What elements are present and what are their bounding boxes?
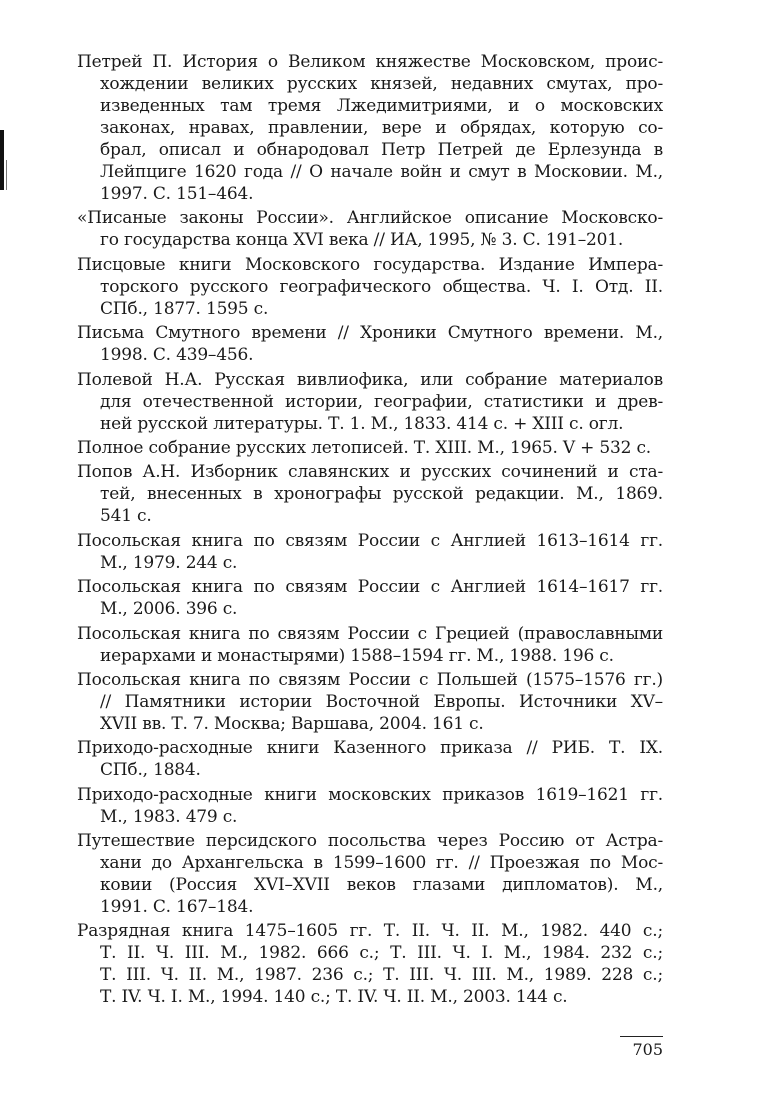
bibliography-entry [77,322,663,366]
scan-artifact [0,130,4,190]
entry-line: 1997. С. 151–464. [100,184,254,204]
entry-line: Петрей П. История о Великом княжестве Московском, проис- [77,52,663,72]
bibliography-entry [77,920,663,1008]
entry-line: Посольская книга по связям России с Англией 1613–1614 гг. [77,530,663,551]
entry-line: го государства конца XVI века // ИА, 1995, № 3. С. 191–201. [100,230,624,251]
entry-line: Лейпциге 1620 года // О начале войн и смут в Московии. М., [100,162,663,182]
entry-line: Т. II. Ч. III. М., 1982. 666 с.; Т. III. Ч. I. М., 1984. 232 с.; [100,943,663,964]
entry-line: М., 1983. 479 с. [100,806,238,827]
entry-line: изведенных там тремя Лжедимитриями, и о московских [100,96,663,116]
entry-line: иерархами и монастырями) 1588–1594 гг. М., 1988. 196 с. [100,645,614,666]
entry-line: Письма Смутного времени // Хроники Смутного времени. М., [77,323,663,344]
entry-line: Попов А.Н. Изборник славянских и русских сочинений и ста- [77,462,663,483]
entry-line: для отечественной истории, географии, статистики и древ- [100,391,663,412]
bibliography-entry [77,254,663,320]
entry-line: Т. IV. Ч. I. М., 1994. 140 с.; Т. IV. Ч. II. М., 2003. 144 с. [100,987,568,1008]
bibliography-entry [77,437,663,459]
bibliography-entry [77,784,663,828]
bibliography-entry [77,830,663,918]
entry-line: Посольская книга по связям России с Польшей (1575–1576 гг.) [77,669,663,690]
entry-line: Посольская книга по связям России с Англией 1614–1617 гг. [77,577,663,598]
entry-line: законах, нравах, правлении, вере и обрядах, которую со- [100,118,663,138]
bibliography-entry [77,51,663,205]
entry-line: «Писаные законы России». Английское описание Московско- [77,208,663,229]
scan-artifact [6,160,7,190]
bibliography-entry [77,623,663,667]
entry-line: М., 1979. 244 с. [100,552,238,573]
entry-line: // Памятники истории Восточной Европы. Источники XV– [100,691,663,712]
entry-line: Полевой Н.А. Русская вивлиофика, или собрание материалов [77,369,663,390]
bibliography-entry [77,369,663,435]
entry-line: брал, описал и обнародовал Петр Петрей де Ерлезунда в [100,140,663,160]
bibliography-entry [77,207,663,251]
bibliography-entry [77,669,663,735]
entry-line: хани до Архангельска в 1599–1600 гг. // Проезжая по Мос- [100,853,663,874]
entry-line: Разрядная книга 1475–1605 гг. Т. II. Ч. II. М., 1982. 440 с.; [77,921,663,942]
entry-line: М., 2006. 396 с. [100,599,238,620]
bibliography-entry [77,530,663,574]
bibliography-entry [77,461,663,527]
entry-line: Полное собрание русских летописей. Т. XIII. М., 1965. V + 532 с. [77,437,651,458]
entry-line: хождении великих русских князей, недавних смутах, про- [100,74,663,94]
entry-line: Писцовые книги Московского государства. Издание Импера- [77,254,663,275]
entry-line: Приходо-расходные книги московских приказов 1619–1621 гг. [77,784,663,805]
entry-line: торского русского географического общества. Ч. I. Отд. II. [100,276,663,297]
entry-line: Путешествие персидского посольства через Россию от Астра- [77,831,663,852]
entry-line: 1991. С. 167–184. [100,897,254,918]
page-number: 705 [620,1036,663,1059]
bibliography-entry [77,576,663,620]
entry-line: тей, внесенных в хронографы русской редакции. М., 1869. [100,484,663,505]
entry-line: Посольская книга по связям России с Грецией (православными [77,623,663,644]
entry-line: Т. III. Ч. II. М., 1987. 236 с.; Т. III. Ч. III. М., 1989. 228 с.; [100,965,663,986]
entry-line: ней русской литературы. Т. 1. М., 1833. 414 с. + XIII с. огл. [100,413,624,434]
entry-line: Приходо-расходные книги Казенного приказа // РИБ. Т. IX. [77,738,663,759]
entry-line: XVII вв. Т. 7. Москва; Варшава, 2004. 161 с. [100,713,484,734]
entry-line: 541 с. [100,506,152,527]
bibliography-entry [77,737,663,781]
entry-line: СПб., 1884. [100,760,201,781]
entry-line: СПб., 1877. 1595 с. [100,298,269,319]
entry-line: ковии (Россия XVI–XVII веков глазами дипломатов). М., [100,875,663,896]
bibliography-list [77,51,663,1011]
entry-line: 1998. С. 439–456. [100,345,254,366]
